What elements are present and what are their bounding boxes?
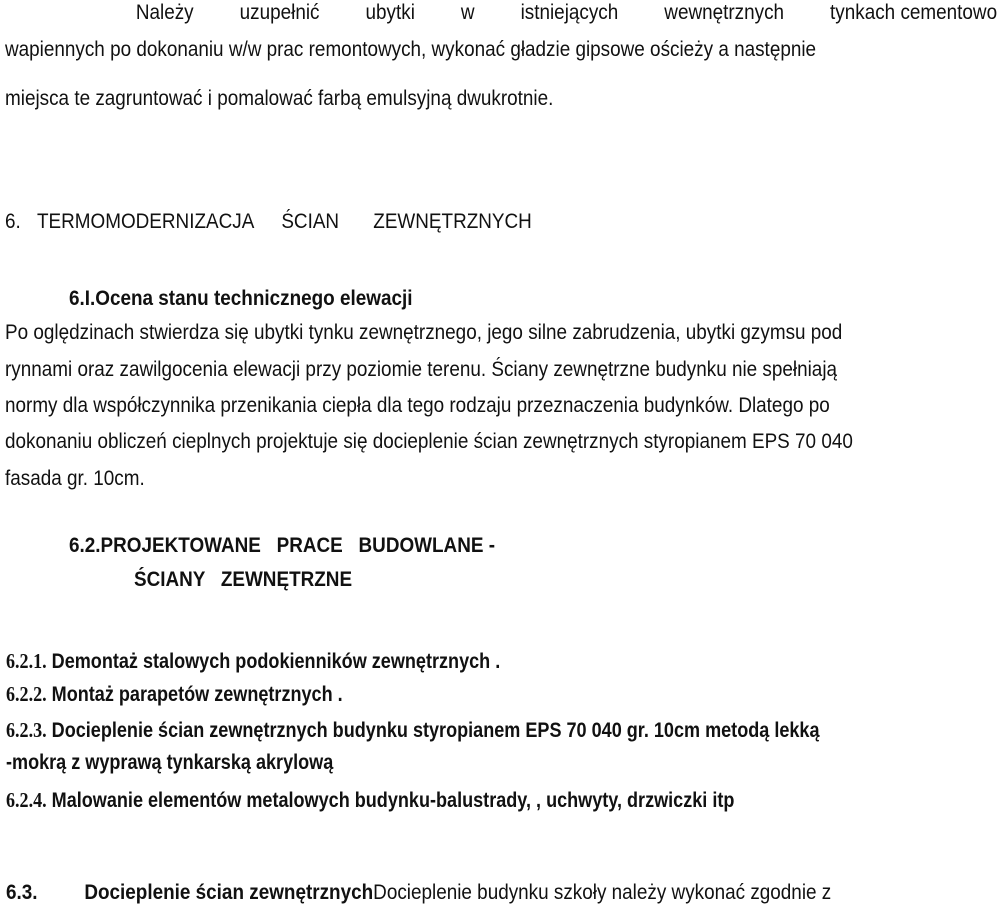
item-text: Montaż parapetów zewnętrznych .: [51, 683, 343, 706]
intro-word: w: [460, 1, 475, 24]
section-title-part: TERMOMODERNIZACJA: [36, 210, 255, 233]
item-number: 6.2.4.: [6, 788, 47, 812]
intro-word: istniejących: [520, 1, 619, 24]
section-6-3-line: [6, 880, 831, 906]
intro-word: uzupełnić: [239, 1, 320, 24]
paragraph-line: rynnami oraz zawilgocenia elewacji przy poziomie terenu. Ściany zewnętrzne budynku nie spełniają: [5, 358, 838, 381]
section-6-2-heading-line-1: 6.2.PROJEKTOWANE PRACE BUDOWLANE -: [69, 534, 496, 557]
list-item: [6, 648, 500, 675]
list-item: [6, 717, 820, 744]
item-number: 6.2.3.: [6, 718, 47, 742]
intro-line-2: wapiennych po dokonaniu w/w prac remontowych, wykonać gładzie gipsowe ościeży a następnie: [5, 38, 817, 61]
section-text: Docieplenie budynku szkoły należy wykonać zgodnie z: [373, 881, 832, 904]
item-number: 6.2.2.: [6, 682, 47, 706]
intro-line-1: [136, 0, 997, 26]
paragraph-line: fasada gr. 10cm.: [5, 467, 145, 490]
section-title-part: ZEWNĘTRZNYCH: [373, 210, 532, 233]
item-number: 6.2.1.: [6, 649, 47, 673]
paragraph-line: Po oględzinach stwierdza się ubytki tynku zewnętrznego, jego silne zabrudzenia, ubytki gzymsu pod: [5, 321, 843, 344]
list-item: [6, 681, 343, 708]
section-6-heading: [5, 209, 532, 235]
intro-word: ubytki: [365, 1, 415, 24]
intro-line-3: miejsca te zagruntować i pomalować farbą emulsyjną dwukrotnie.: [5, 87, 554, 110]
section-6-1-heading: 6.I.Ocena stanu technicznego elewacji: [69, 287, 413, 310]
section-title-part: ŚCIAN: [281, 210, 340, 233]
section-number: 6.3.: [6, 881, 38, 904]
list-item-continuation: -mokrą z wyprawą tynkarską akrylową: [6, 751, 334, 774]
item-text: Demontaż stalowych podokienników zewnętrznych .: [51, 650, 501, 673]
intro-word: wewnętrznych: [664, 1, 785, 24]
list-item: [6, 787, 734, 814]
section-title: Docieplenie ścian zewnętrznych: [84, 881, 374, 904]
section-number: 6.: [5, 210, 21, 233]
item-text: Malowanie elementów metalowych budynku-balustrady, , uchwyty, drzwiczki itp: [51, 789, 735, 812]
item-text: Docieplenie ścian zewnętrznych budynku styropianem EPS 70 040 gr. 10cm metodą lekką: [51, 719, 820, 742]
paragraph-line: normy dla współczynnika przenikania ciepła dla tego rodzaju przeznaczenia budynków. Dlatego po: [5, 394, 830, 417]
intro-word: Należy: [135, 1, 194, 24]
section-6-2-heading-line-2: ŚCIANY ZEWNĘTRZNE: [134, 568, 353, 591]
paragraph-line: dokonaniu obliczeń cieplnych projektuje się docieplenie ścian zewnętrznych styropianem EPS 70 040: [5, 430, 853, 453]
intro-word: tynkach cementowo: [830, 1, 997, 24]
